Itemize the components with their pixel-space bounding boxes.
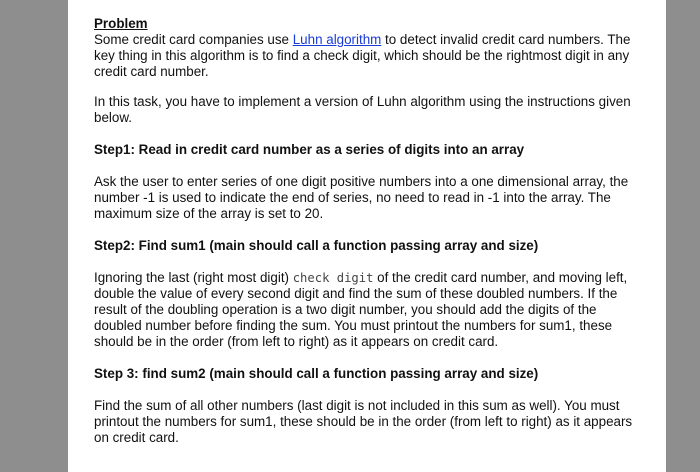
step2-text-end: of the credit card number, and moving left, double the value of every second digit and find the sum of these doubled numbers. If the result of the doubling operation is a two digit number, you should add the digits of the doubled number before finding the sum. You must printout the numbers for sum1, these should be in the order (from left to right) as it appears on credit card. — [94, 270, 628, 349]
step2-paragraph — [94, 270, 634, 350]
step3-paragraph: Find the sum of all other numbers (last digit is not included in this sum as well). You must printout the numbers for sum1, these should be in the order (from left to right) as it appears on credit card. — [94, 398, 633, 445]
problem-text-end: to detect invalid credit card numbers. The key thing in this algorithm is to find a check digit, which should be the rightmost digit in any credit card number. — [94, 32, 631, 79]
step2-text-start: Ignoring the last (right most digit) — [94, 270, 293, 285]
step1-title: Step1: Read in credit card number as a series of digits into an array — [94, 142, 525, 157]
step3-title: Step 3: find sum2 (main should call a function passing array and size) — [94, 366, 539, 381]
check-digit-code: check digit — [292, 271, 374, 285]
step1-paragraph: Ask the user to enter series of one digit positive numbers into a one dimensional array, the number -1 is used to indicate the end of series, no need to read in -1 into the array. The maximum size of the array is set to 20. — [94, 174, 629, 221]
task-paragraph: In this task, you have to implement a version of Luhn algorithm using the instructions given below. — [94, 94, 631, 125]
document-content — [94, 16, 634, 446]
problem-heading: Problem — [94, 16, 148, 31]
problem-text-start: Some credit card companies use — [94, 32, 293, 47]
step2-title: Step2: Find sum1 (main should call a function passing array and size) — [94, 238, 539, 253]
luhn-algorithm-link[interactable]: Luhn algorithm — [292, 32, 382, 47]
document-page — [68, 0, 666, 472]
problem-paragraph — [94, 32, 634, 80]
